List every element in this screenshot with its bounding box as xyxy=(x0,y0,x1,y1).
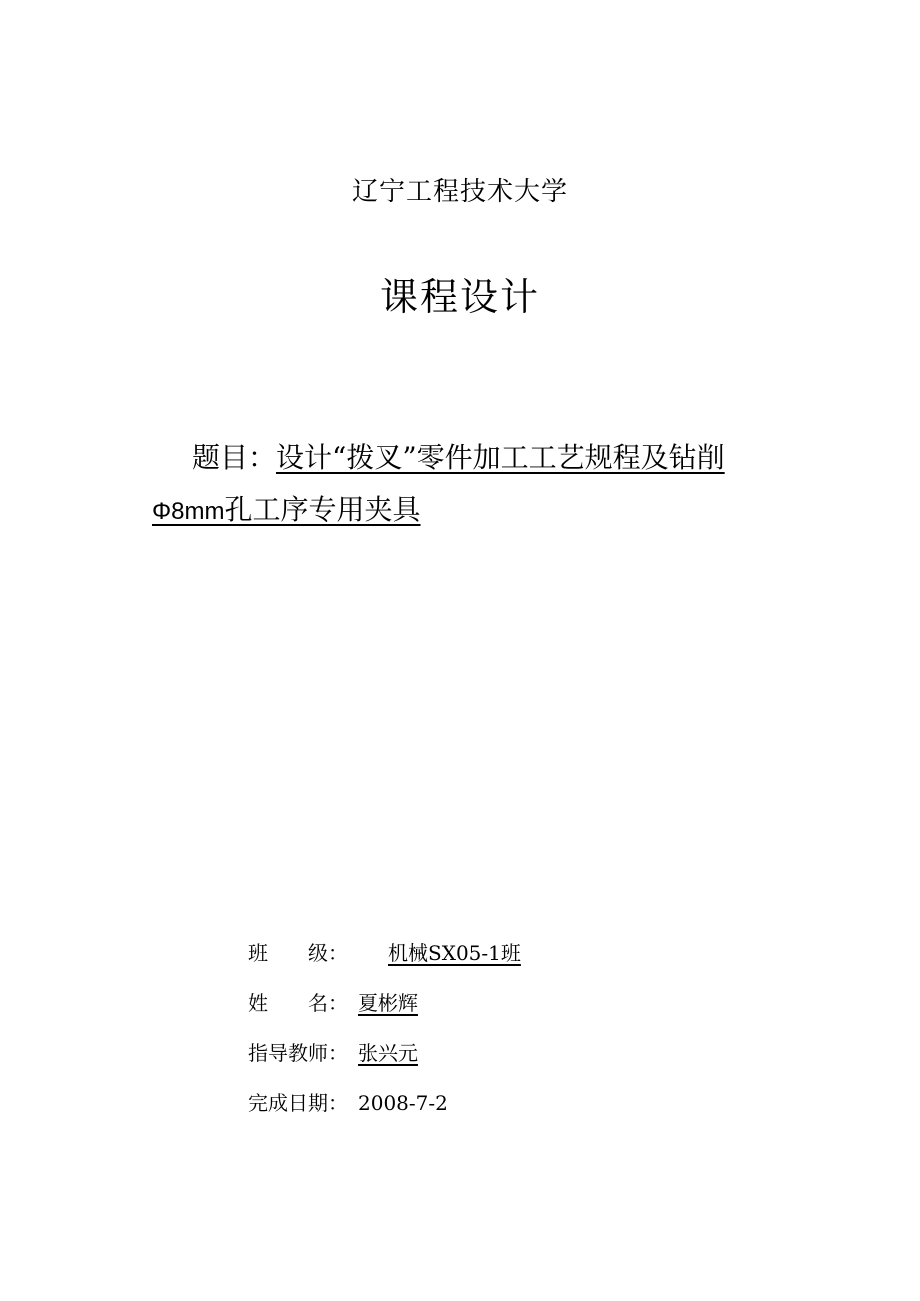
class-label: 班 级： xyxy=(248,941,348,965)
topic-title-line-2: 孔工序专用夹具 xyxy=(224,493,421,526)
info-block xyxy=(248,928,521,1128)
topic-line-1 xyxy=(152,432,772,484)
university-name: 辽宁工程技术大学 xyxy=(351,177,568,207)
date-label: 完成日期： xyxy=(248,1091,348,1115)
document-type-title: 课程设计 xyxy=(379,275,540,319)
topic-title-line-1: 设计“拨叉”零件加工工艺规程及钻削 xyxy=(276,441,725,474)
topic-line-2 xyxy=(152,484,772,538)
topic-hole-diameter: Φ8mm xyxy=(152,498,225,525)
date-value: 2008-7-2 xyxy=(358,1091,448,1115)
teacher-label: 指导教师： xyxy=(248,1041,348,1065)
topic-block xyxy=(152,432,772,538)
info-row-name xyxy=(248,978,521,1028)
info-row-teacher xyxy=(248,1028,521,1078)
topic-label: 题目： xyxy=(192,441,277,474)
teacher-value: 张兴元 xyxy=(358,1041,418,1065)
name-value: 夏彬辉 xyxy=(358,991,418,1015)
info-row-date xyxy=(248,1078,521,1128)
class-value: 机械SX05-1班 xyxy=(388,941,521,965)
name-label: 姓 名： xyxy=(248,991,348,1015)
info-row-class xyxy=(248,928,521,978)
